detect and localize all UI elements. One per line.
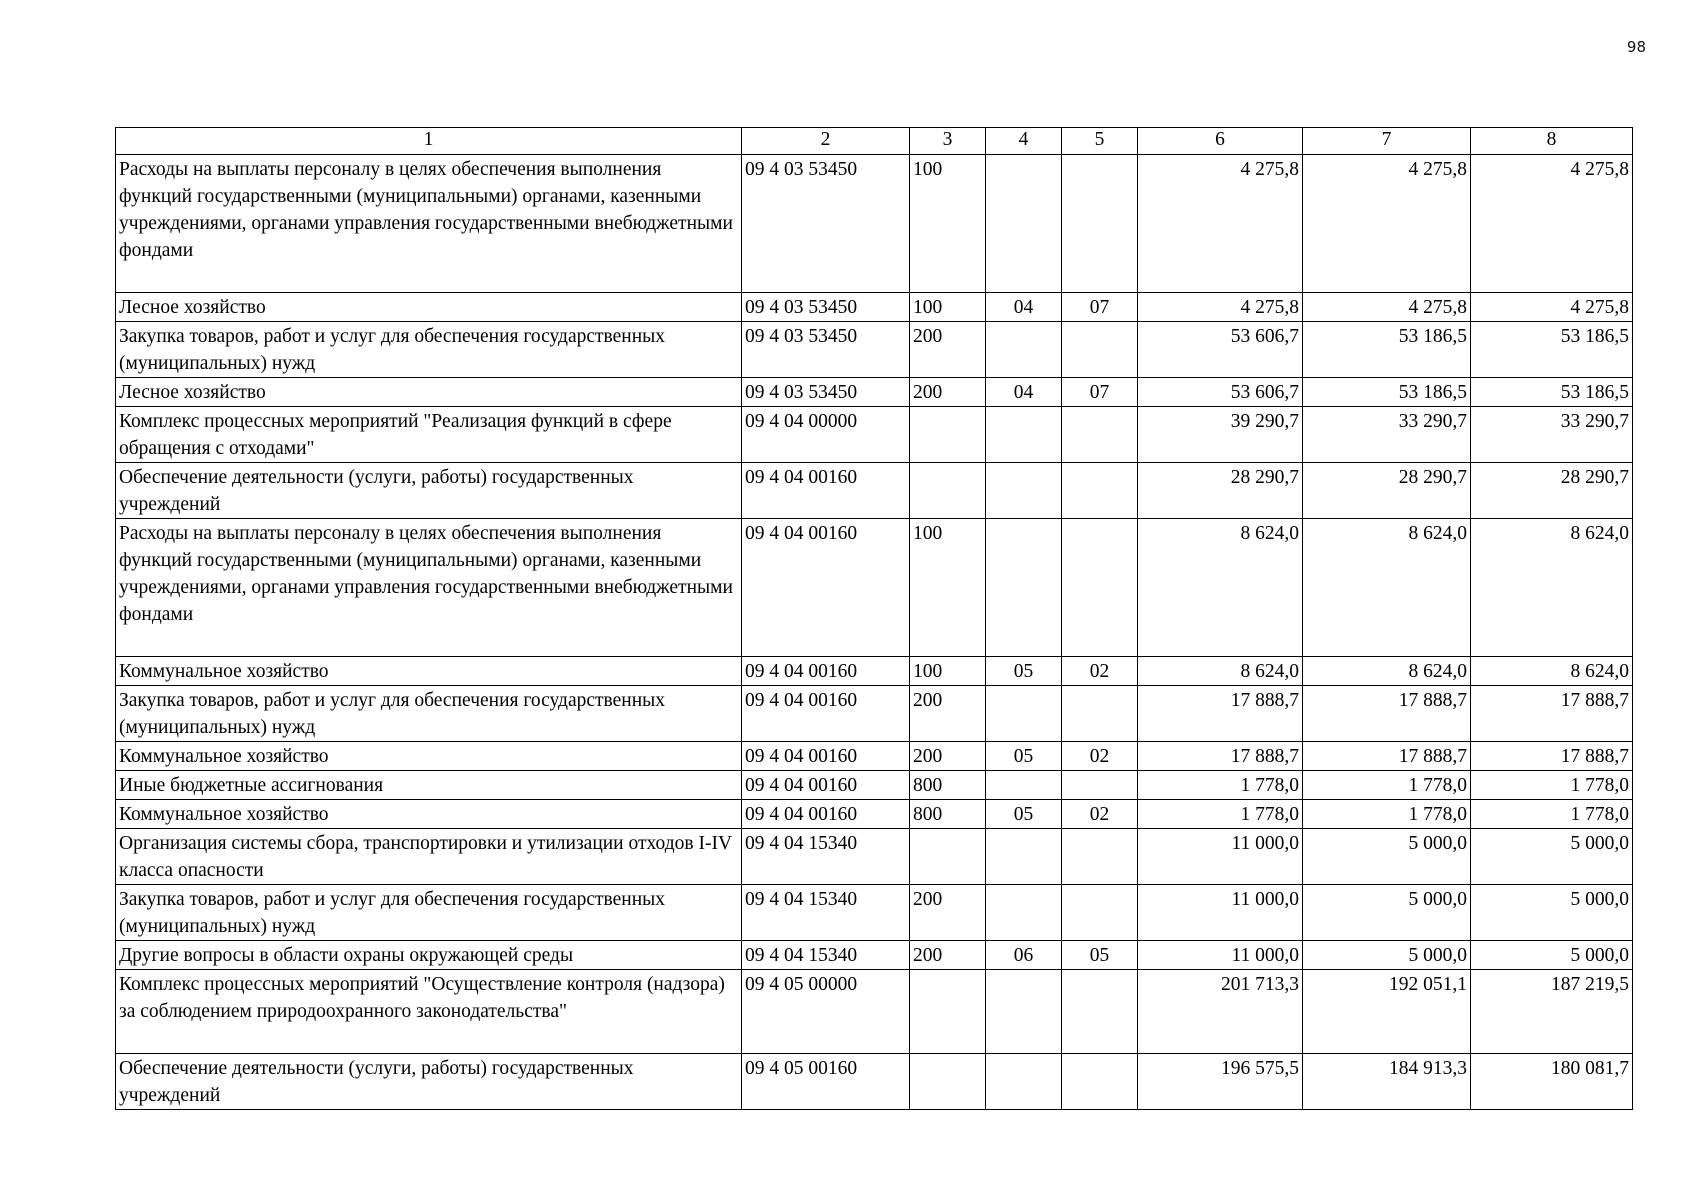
row-vr: 200 [910, 885, 986, 941]
row-value-8: 33 290,7 [1471, 407, 1633, 463]
budget-table [115, 127, 1633, 1110]
row-pr: 02 [1062, 657, 1138, 686]
row-value-6: 11 000,0 [1138, 885, 1303, 941]
row-name: Закупка товаров, работ и услуг для обеспечения государственных (муниципальных) нужд [116, 686, 742, 742]
row-value-6: 11 000,0 [1138, 941, 1303, 970]
row-value-8: 17 888,7 [1471, 686, 1633, 742]
row-pr [1062, 322, 1138, 378]
row-pr [1062, 407, 1138, 463]
row-vr: 100 [910, 155, 986, 293]
row-value-8: 53 186,5 [1471, 322, 1633, 378]
table-row [116, 771, 1633, 800]
row-value-6: 1 778,0 [1138, 800, 1303, 829]
row-code: 09 4 03 53450 [742, 293, 910, 322]
table-row [116, 463, 1633, 519]
row-rz [986, 155, 1062, 293]
row-pr [1062, 519, 1138, 657]
table-row [116, 829, 1633, 885]
row-rz: 04 [986, 378, 1062, 407]
column-header: 8 [1471, 128, 1633, 155]
row-rz [986, 519, 1062, 657]
row-name: Лесное хозяйство [116, 378, 742, 407]
row-vr [910, 463, 986, 519]
row-value-6: 11 000,0 [1138, 829, 1303, 885]
row-name: Другие вопросы в области охраны окружающей среды [116, 941, 742, 970]
row-pr [1062, 771, 1138, 800]
page-number: 98 [1626, 38, 1646, 56]
row-code: 09 4 04 15340 [742, 941, 910, 970]
row-vr [910, 970, 986, 1054]
row-value-6: 17 888,7 [1138, 742, 1303, 771]
row-pr: 02 [1062, 742, 1138, 771]
row-rz [986, 771, 1062, 800]
row-value-7: 8 624,0 [1303, 657, 1471, 686]
row-code: 09 4 04 15340 [742, 829, 910, 885]
row-value-7: 17 888,7 [1303, 742, 1471, 771]
row-name: Расходы на выплаты персоналу в целях обеспечения выполнения функций государственными (муниципальными) органами, казенными учреждениями, органами управления государственными внебюджетными фондами [116, 155, 742, 293]
row-value-8: 5 000,0 [1471, 829, 1633, 885]
row-value-6: 8 624,0 [1138, 519, 1303, 657]
row-code: 09 4 04 00160 [742, 771, 910, 800]
row-vr [910, 829, 986, 885]
row-pr [1062, 155, 1138, 293]
row-vr: 200 [910, 322, 986, 378]
row-value-7: 1 778,0 [1303, 771, 1471, 800]
row-pr [1062, 1054, 1138, 1110]
row-value-6: 8 624,0 [1138, 657, 1303, 686]
row-vr: 200 [910, 378, 986, 407]
table-body [116, 155, 1633, 1110]
table-row [116, 293, 1633, 322]
row-vr: 100 [910, 519, 986, 657]
row-code: 09 4 04 00160 [742, 742, 910, 771]
row-value-7: 17 888,7 [1303, 686, 1471, 742]
row-value-7: 1 778,0 [1303, 800, 1471, 829]
row-rz [986, 885, 1062, 941]
row-code: 09 4 05 00000 [742, 970, 910, 1054]
row-pr: 07 [1062, 293, 1138, 322]
row-name: Расходы на выплаты персоналу в целях обеспечения выполнения функций государственными (муниципальными) органами, казенными учреждениями, органами управления государственными внебюджетными фондами [116, 519, 742, 657]
row-value-6: 39 290,7 [1138, 407, 1303, 463]
row-code: 09 4 04 00160 [742, 686, 910, 742]
row-pr [1062, 463, 1138, 519]
table-row [116, 407, 1633, 463]
row-rz [986, 970, 1062, 1054]
table-row [116, 742, 1633, 771]
row-code: 09 4 04 00160 [742, 519, 910, 657]
row-value-6: 17 888,7 [1138, 686, 1303, 742]
table-row [116, 322, 1633, 378]
row-value-7: 8 624,0 [1303, 519, 1471, 657]
row-value-7: 53 186,5 [1303, 322, 1471, 378]
row-name: Комплекс процессных мероприятий "Реализация функций в сфере обращения с отходами" [116, 407, 742, 463]
table-row [116, 686, 1633, 742]
row-name: Обеспечение деятельности (услуги, работы) государственных учреждений [116, 1054, 742, 1110]
row-vr: 200 [910, 686, 986, 742]
row-code: 09 4 04 00160 [742, 463, 910, 519]
column-header: 5 [1062, 128, 1138, 155]
row-value-7: 33 290,7 [1303, 407, 1471, 463]
row-code: 09 4 03 53450 [742, 155, 910, 293]
row-value-7: 4 275,8 [1303, 293, 1471, 322]
row-value-8: 17 888,7 [1471, 742, 1633, 771]
row-rz: 06 [986, 941, 1062, 970]
table-row [116, 970, 1633, 1054]
row-rz: 05 [986, 742, 1062, 771]
row-value-7: 4 275,8 [1303, 155, 1471, 293]
row-value-8: 28 290,7 [1471, 463, 1633, 519]
row-pr [1062, 885, 1138, 941]
row-name: Лесное хозяйство [116, 293, 742, 322]
table-row [116, 657, 1633, 686]
row-rz [986, 463, 1062, 519]
row-value-8: 8 624,0 [1471, 519, 1633, 657]
row-value-7: 53 186,5 [1303, 378, 1471, 407]
row-rz: 04 [986, 293, 1062, 322]
row-value-7: 184 913,3 [1303, 1054, 1471, 1110]
row-value-8: 1 778,0 [1471, 771, 1633, 800]
row-name: Коммунальное хозяйство [116, 800, 742, 829]
row-rz [986, 1054, 1062, 1110]
table-row [116, 155, 1633, 293]
row-vr: 800 [910, 771, 986, 800]
row-name: Организация системы сбора, транспортировки и утилизации отходов I-IV класса опасности [116, 829, 742, 885]
column-header: 7 [1303, 128, 1471, 155]
table-row [116, 800, 1633, 829]
row-rz: 05 [986, 800, 1062, 829]
row-rz [986, 686, 1062, 742]
row-name: Коммунальное хозяйство [116, 657, 742, 686]
row-code: 09 4 04 00160 [742, 800, 910, 829]
table-header-row [116, 128, 1633, 155]
column-header: 3 [910, 128, 986, 155]
row-name: Иные бюджетные ассигнования [116, 771, 742, 800]
row-rz [986, 829, 1062, 885]
row-value-6: 1 778,0 [1138, 771, 1303, 800]
row-value-7: 5 000,0 [1303, 941, 1471, 970]
row-value-8: 4 275,8 [1471, 293, 1633, 322]
table-row [116, 1054, 1633, 1110]
row-code: 09 4 03 53450 [742, 322, 910, 378]
row-pr [1062, 970, 1138, 1054]
table-row [116, 885, 1633, 941]
row-value-7: 5 000,0 [1303, 829, 1471, 885]
row-vr: 100 [910, 657, 986, 686]
row-value-6: 4 275,8 [1138, 155, 1303, 293]
row-value-8: 8 624,0 [1471, 657, 1633, 686]
row-rz: 05 [986, 657, 1062, 686]
row-value-6: 4 275,8 [1138, 293, 1303, 322]
row-value-7: 5 000,0 [1303, 885, 1471, 941]
row-value-8: 53 186,5 [1471, 378, 1633, 407]
row-value-8: 5 000,0 [1471, 941, 1633, 970]
row-value-8: 1 778,0 [1471, 800, 1633, 829]
row-value-8: 187 219,5 [1471, 970, 1633, 1054]
row-rz [986, 407, 1062, 463]
row-vr: 200 [910, 742, 986, 771]
column-header: 6 [1138, 128, 1303, 155]
row-vr: 100 [910, 293, 986, 322]
row-code: 09 4 04 00000 [742, 407, 910, 463]
row-value-6: 28 290,7 [1138, 463, 1303, 519]
row-value-6: 201 713,3 [1138, 970, 1303, 1054]
row-pr: 05 [1062, 941, 1138, 970]
row-name: Комплекс процессных мероприятий "Осуществление контроля (надзора) за соблюдением природоохранного законодательства" [116, 970, 742, 1054]
row-pr [1062, 829, 1138, 885]
row-value-6: 196 575,5 [1138, 1054, 1303, 1110]
table-row [116, 941, 1633, 970]
row-value-8: 4 275,8 [1471, 155, 1633, 293]
row-pr: 02 [1062, 800, 1138, 829]
row-name: Закупка товаров, работ и услуг для обеспечения государственных (муниципальных) нужд [116, 885, 742, 941]
row-vr: 800 [910, 800, 986, 829]
row-vr: 200 [910, 941, 986, 970]
column-header: 2 [742, 128, 910, 155]
row-pr: 07 [1062, 378, 1138, 407]
row-value-6: 53 606,7 [1138, 322, 1303, 378]
row-name: Коммунальное хозяйство [116, 742, 742, 771]
row-name: Закупка товаров, работ и услуг для обеспечения государственных (муниципальных) нужд [116, 322, 742, 378]
table-row [116, 378, 1633, 407]
row-code: 09 4 03 53450 [742, 378, 910, 407]
table-row [116, 519, 1633, 657]
row-value-6: 53 606,7 [1138, 378, 1303, 407]
row-value-8: 180 081,7 [1471, 1054, 1633, 1110]
row-pr [1062, 686, 1138, 742]
column-header: 1 [116, 128, 742, 155]
row-code: 09 4 05 00160 [742, 1054, 910, 1110]
row-value-7: 192 051,1 [1303, 970, 1471, 1054]
row-code: 09 4 04 15340 [742, 885, 910, 941]
row-code: 09 4 04 00160 [742, 657, 910, 686]
row-vr [910, 1054, 986, 1110]
row-vr [910, 407, 986, 463]
column-header: 4 [986, 128, 1062, 155]
row-rz [986, 322, 1062, 378]
row-value-7: 28 290,7 [1303, 463, 1471, 519]
row-name: Обеспечение деятельности (услуги, работы) государственных учреждений [116, 463, 742, 519]
row-value-8: 5 000,0 [1471, 885, 1633, 941]
